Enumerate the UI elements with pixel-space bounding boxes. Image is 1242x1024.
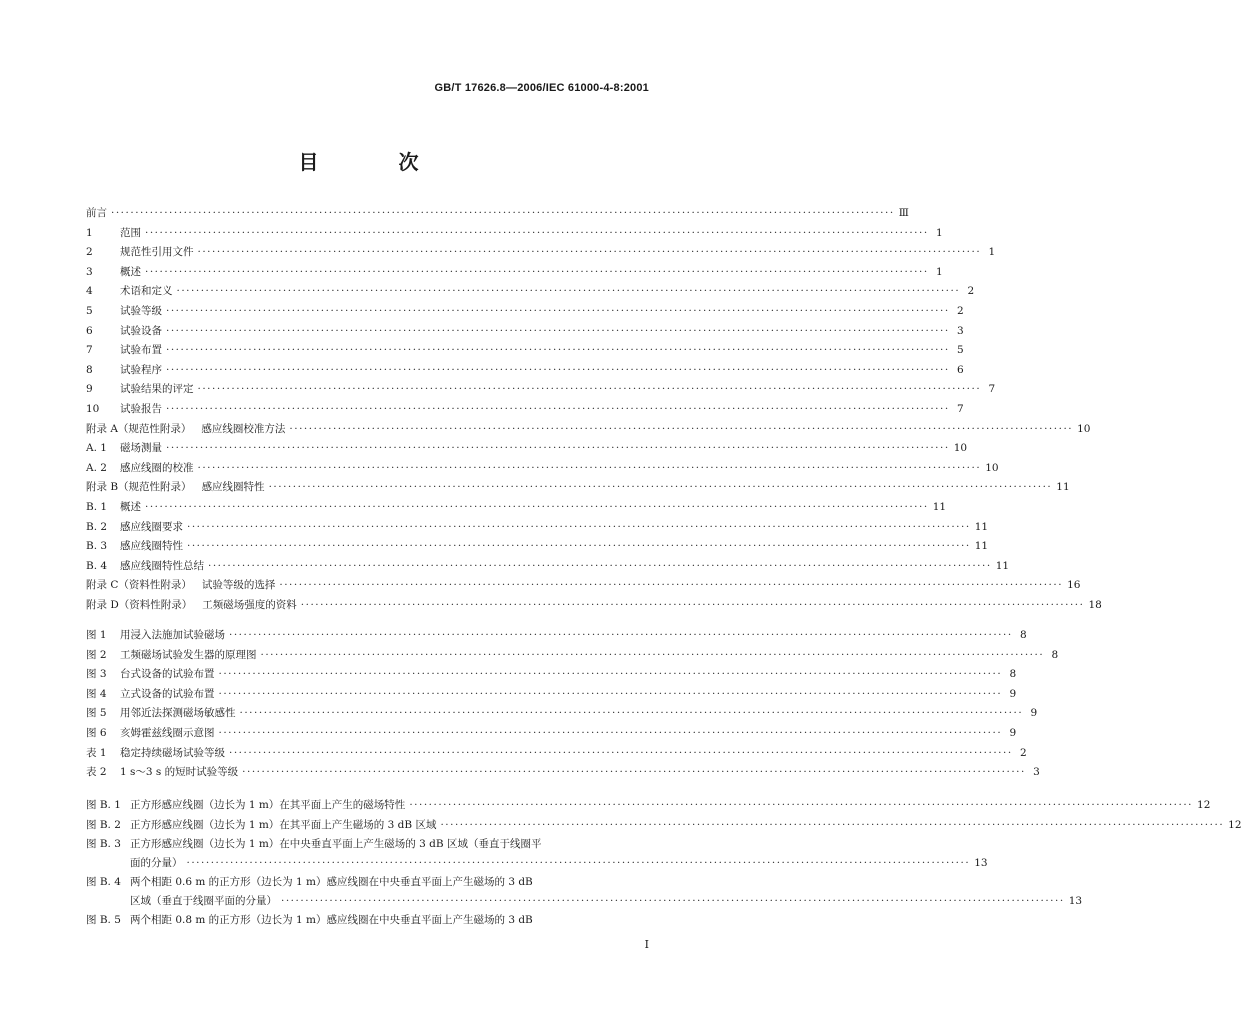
toc-leader [187,854,971,873]
toc-title: 工频磁场强度的资料 [202,598,297,611]
toc-num: 图 B. 4 [86,876,121,889]
toc-figure-item[interactable] [86,704,1038,724]
toc-title: 感应线圈特性 [120,540,183,553]
toc-page: 8 [1009,668,1017,681]
toc-leader [229,744,1013,764]
toc-title: 试验报告 [120,402,162,415]
toc-title: 感应线圈校准方法 [201,422,286,435]
toc-num: 3 [86,265,93,278]
toc-item[interactable] [86,400,964,420]
toc-page: 10 [985,461,999,474]
toc-page: 5 [957,344,964,357]
toc-num: A. 1 [86,442,107,455]
toc-item[interactable] [86,263,943,283]
toc-num: 附录 C（资料性附录） [86,579,192,592]
toc-annex-figure-item[interactable] [86,835,988,873]
toc-annex-figures-list [86,796,1242,931]
toc-annex-figure-item[interactable] [86,911,654,931]
toc-title: 概述 [120,500,141,513]
toc-page: 13 [1068,895,1083,908]
toc-title: 稳定持续磁场试验等级 [120,746,225,759]
toc-leader [281,892,1065,911]
toc-leader [261,646,1045,666]
toc-leader [440,816,1224,836]
toc-num: 4 [86,285,93,298]
toc-leader [242,763,1026,783]
toc-num: 6 [86,324,93,337]
toc-page: 2 [1020,746,1027,759]
toc-figure-item[interactable] [86,685,1017,705]
toc-item[interactable] [86,302,964,322]
toc-item[interactable] [86,380,996,400]
toc-num: 2 [86,246,93,259]
toc-leader [219,685,1003,705]
toc-item-annex-a[interactable] [86,420,1091,440]
toc-num: 5 [86,304,93,317]
toc-num: 图 3 [86,668,107,681]
toc-item-annex-b[interactable] [86,478,1070,498]
toc-num: 图 5 [86,707,107,720]
toc-leader [279,576,1063,596]
toc-title: 范围 [120,226,141,239]
toc-page: 18 [1088,598,1102,611]
toc-title: 两个相距 0.8 m 的正方形（边长为 1 m）感应线圈在中央垂直平面上产生磁场的 3 dB [130,914,533,927]
toc-title: 试验设备 [120,324,162,337]
toc-page: 7 [988,383,996,396]
toc-title-line2: 面的分量） [130,857,183,870]
toc-leader [187,537,971,557]
toc-page: 9 [1009,726,1017,739]
toc-page: 2 [967,285,975,298]
toc-leader [409,796,1193,816]
toc-figure-item[interactable] [86,665,1017,685]
toc-num: 9 [86,383,93,396]
page-number: I [644,938,649,951]
page-title: 目 次 [298,150,449,174]
toc-page: 10 [1077,422,1091,435]
toc-item[interactable] [86,341,964,361]
toc-leader [166,439,950,459]
toc-leader [240,704,1024,724]
toc-leader [208,557,992,577]
toc-leader [166,302,950,322]
toc-num: 图 B. 1 [86,799,121,811]
toc-title: 感应线圈特性 [201,481,265,494]
toc-item[interactable] [86,498,947,518]
toc-leader [289,420,1073,440]
toc-num: 图 B. 5 [86,914,121,927]
toc-item-annex-d[interactable] [86,596,1102,616]
toc-page: 8 [1020,629,1027,641]
toc-title: 正方形感应线圈（边长为 1 m）在其平面上产生磁场的 3 dB 区域 [130,818,437,831]
toc-leader [145,224,929,244]
toc-leader [177,282,961,302]
toc-item[interactable] [86,322,964,342]
toc-item[interactable] [86,361,964,381]
toc-leader [301,596,1085,616]
toc-item[interactable] [86,518,989,538]
toc-page: Ⅲ [898,207,909,219]
toc-page: 9 [1030,707,1038,720]
toc-num: 附录 A（规范性附录） [86,422,192,435]
toc-num: 表 2 [86,766,107,779]
toc-leader [166,322,950,342]
toc-item[interactable] [86,224,943,244]
toc-leader [145,498,929,518]
toc-title: 试验程序 [120,363,162,376]
toc-annex-figure-item[interactable] [86,796,1211,816]
toc-num: 图 B. 2 [86,818,121,831]
toc-item[interactable] [86,282,975,302]
toc-figure-item[interactable] [86,646,1059,666]
toc-page: 16 [1067,579,1081,592]
toc-item[interactable] [86,557,1010,577]
toc-page: 6 [957,363,964,376]
toc-page: 1 [936,226,943,239]
toc-title: 1 s～3 s 的短时试验等级 [120,766,239,779]
toc-title-line2: 区域（垂直于线圈平面的分量） [130,895,277,908]
toc-item-preface[interactable] [86,204,909,224]
toc-title: 感应线圈的校准 [120,461,194,474]
toc-item-annex-c[interactable] [86,576,1081,596]
toc-title-line1: 正方形感应线圈（边长为 1 m）在中央垂直平面上产生磁场的 3 dB 区域（垂直于线圈平 [130,838,542,851]
toc-leader [198,243,982,263]
standard-code-header: GB/T 17626.8—2006/IEC 61000-4-8:2001 [434,82,649,94]
toc-leader [219,665,1003,685]
toc-title: 试验布置 [120,344,162,357]
toc-table-item[interactable] [86,763,1040,783]
toc-title: 亥姆霍兹线圈示意图 [120,726,215,739]
toc-num: 10 [86,402,100,415]
toc-page: 12 [1228,818,1242,831]
toc-num: B. 1 [86,500,108,513]
toc-title: 工频磁场试验发生器的原理图 [120,648,257,661]
toc-leader [166,361,950,381]
toc-page: 11 [974,540,989,553]
toc-page: 10 [953,442,968,455]
toc-page: 3 [957,324,964,337]
toc-title: 试验等级 [120,304,162,317]
toc-leader [198,459,982,479]
toc-page: 8 [1051,648,1059,661]
toc-item[interactable] [86,439,968,459]
toc-leader [187,518,971,538]
toc-title: 术语和定义 [120,285,173,298]
toc-title: 台式设备的试验布置 [120,668,215,681]
toc-title: 用浸入法施加试验磁场 [120,629,225,641]
toc-main-list [86,204,1102,615]
toc-num: B. 4 [86,559,108,572]
toc-leader [166,400,950,420]
toc-leader [166,341,950,361]
toc-leader [111,204,895,224]
toc-page: 1 [988,246,996,259]
toc-page: 11 [995,559,1010,572]
toc-num: 附录 B（规范性附录） [86,481,192,494]
toc-leader [269,478,1053,498]
toc-page: 7 [957,402,964,415]
toc-num: 图 2 [86,648,107,661]
toc-num: 7 [86,344,93,357]
toc-figures-list [86,626,1059,783]
toc-title: 试验等级的选择 [201,579,276,592]
toc-num: 前言 [86,207,107,219]
toc-page: 13 [974,857,988,870]
toc-title: 感应线圈要求 [120,520,183,533]
toc-leader [219,724,1003,744]
toc-num: B. 2 [86,520,108,533]
toc-num: B. 3 [86,540,108,553]
toc-page: 1 [936,265,943,278]
toc-num: 图 1 [86,629,107,641]
toc-annex-figure-item[interactable] [86,816,1242,836]
toc-title: 立式设备的试验布置 [120,687,215,700]
toc-annex-figure-item[interactable] [86,873,1083,911]
toc-page: 11 [932,500,947,513]
toc-page: 11 [974,520,989,533]
toc-figure-item[interactable] [86,724,1017,744]
toc-leader [198,380,982,400]
toc-num: 图 B. 3 [86,838,121,851]
toc-table-item[interactable] [86,744,1027,764]
toc-item[interactable] [86,537,989,557]
toc-num: 8 [86,363,93,376]
toc-title-line1: 两个相距 0.6 m 的正方形（边长为 1 m）感应线圈在中央垂直平面上产生磁场的 3 dB [130,876,533,889]
toc-title: 正方形感应线圈（边长为 1 m）在其平面上产生的磁场特性 [130,799,406,811]
toc-item[interactable] [86,459,999,479]
toc-title: 规范性引用文件 [120,246,194,259]
toc-num: 1 [86,226,93,239]
toc-page: 3 [1033,766,1040,779]
toc-title: 感应线圈特性总结 [120,559,204,572]
toc-figure-item[interactable] [86,626,1027,646]
toc-title: 磁场测量 [120,442,162,455]
toc-leader [229,626,1013,646]
toc-page: 2 [957,304,964,317]
toc-num: A. 2 [86,461,107,474]
toc-title: 试验结果的评定 [120,383,194,396]
toc-page: 9 [1009,687,1017,700]
toc-num: 表 1 [86,746,107,759]
toc-num: 图 6 [86,726,107,739]
toc-num: 附录 D（资料性附录） [86,598,193,611]
toc-title: 用邻近法探测磁场敏感性 [120,707,236,720]
toc-page: 12 [1197,799,1211,811]
toc-page: 11 [1056,481,1070,494]
toc-num: 图 4 [86,687,107,700]
toc-item[interactable] [86,243,996,263]
toc-leader [145,263,929,283]
toc-title: 概述 [120,265,141,278]
